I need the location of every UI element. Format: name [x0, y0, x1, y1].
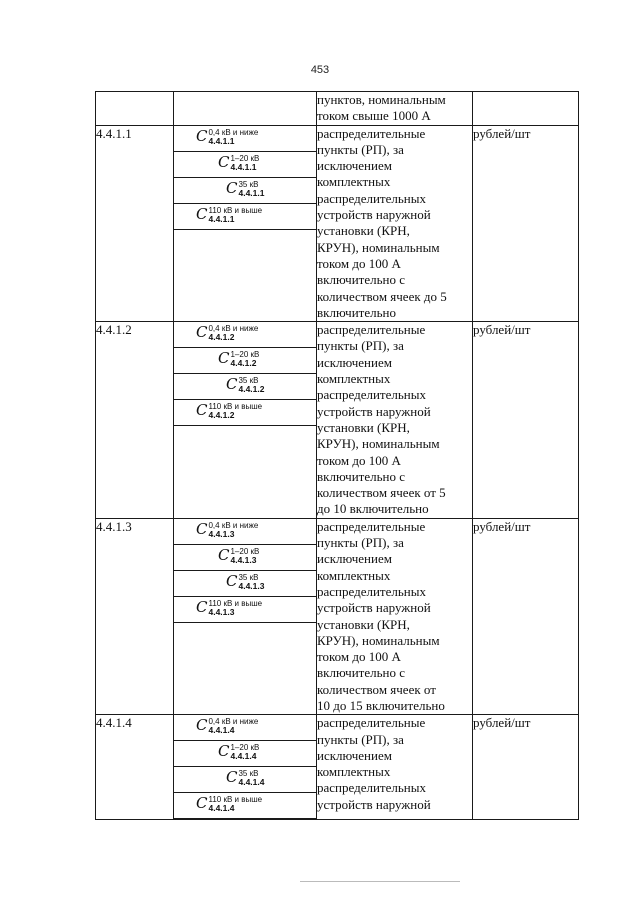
symbol-letter: C	[196, 323, 208, 342]
price-symbol-row	[174, 793, 316, 819]
description-line: комплектных	[317, 567, 391, 583]
code-cell: 4.4.1.2	[96, 322, 174, 519]
price-symbol-row	[174, 322, 316, 348]
price-symbol	[196, 126, 259, 146]
symbol-superscript: 1–20 кВ	[230, 743, 260, 753]
symbol-letter: C	[218, 152, 230, 171]
description-line: распределительных	[317, 780, 426, 796]
price-symbol-row	[174, 152, 316, 178]
price-symbol-row	[174, 741, 316, 767]
symbol-letter: C	[218, 545, 230, 564]
price-symbol-row	[174, 348, 316, 374]
symbol-superscript: 1–20 кВ	[230, 153, 260, 163]
description-line: комплектных	[317, 764, 391, 780]
description-line: устройств наружной	[317, 403, 431, 419]
description-line: включительно	[317, 304, 396, 320]
unit-cell	[473, 92, 579, 126]
description-line: распределительных	[317, 190, 426, 206]
symbol-cell	[174, 518, 317, 715]
symbol-letter: C	[196, 204, 208, 223]
symbol-superscript: 35 кВ	[238, 572, 259, 582]
symbol-cell	[174, 715, 317, 820]
price-symbol	[196, 204, 263, 224]
description-line: установки (КРН,	[317, 616, 410, 632]
symbol-letter: C	[226, 375, 238, 394]
symbol-subscript: 4.4.1.4	[230, 751, 257, 762]
description-line: исключением	[317, 747, 392, 763]
description-line: установки (КРН,	[317, 419, 410, 435]
description-cell	[317, 518, 473, 715]
symbol-subscript: 4.4.1.4	[238, 777, 265, 788]
description-cell	[317, 92, 473, 126]
price-symbol	[226, 377, 264, 394]
description-line: 10 до 15 включительно	[317, 697, 445, 713]
price-symbol-row	[174, 178, 316, 204]
code-cell: 4.4.1.4	[96, 715, 174, 820]
price-symbol-row	[174, 126, 316, 152]
symbol-letter: C	[218, 742, 230, 761]
symbol-subscript: 4.4.1.2	[230, 358, 257, 369]
price-symbol	[196, 796, 262, 813]
table-row	[96, 518, 579, 715]
price-symbol-row	[174, 374, 316, 400]
symbol-subscript: 4.4.1.3	[230, 554, 257, 565]
description-line: пункты (РП), за	[317, 731, 404, 747]
unit-cell: рублей/шт	[473, 125, 579, 322]
description-line: распределительные	[317, 518, 426, 534]
tariff-table	[95, 91, 579, 820]
code-cell	[96, 92, 174, 126]
price-symbol-row	[174, 715, 316, 741]
price-symbol	[196, 718, 258, 735]
description-line: исключением	[317, 158, 392, 174]
symbol-letter: C	[196, 716, 208, 735]
price-symbol-row	[174, 545, 316, 571]
description-cell	[317, 715, 473, 820]
scan-artifact-line	[300, 881, 460, 882]
symbol-letter: C	[196, 401, 208, 420]
description-line: количеством ячеек до 5	[317, 288, 447, 304]
description-line: распределительные	[317, 715, 426, 731]
price-symbol	[196, 325, 258, 342]
price-symbol	[196, 519, 259, 539]
price-symbol-row	[174, 571, 316, 597]
symbol-letter: C	[226, 178, 238, 197]
symbol-cell	[174, 125, 317, 322]
symbol-subscript: 4.4.1.2	[238, 384, 265, 395]
description-line: комплектных	[317, 371, 391, 387]
table-row	[96, 715, 579, 820]
description-line: пункты (РП), за	[317, 535, 404, 551]
description-line: током до 100 А	[317, 452, 401, 468]
description-line: током до 100 А	[317, 255, 401, 271]
description-line: включительно с	[317, 468, 405, 484]
symbol-subscript: 4.4.1.2	[208, 332, 235, 343]
price-symbol	[226, 178, 265, 198]
table-row-continuation	[96, 92, 579, 126]
description-line: исключением	[317, 551, 392, 567]
symbol-subscript: 4.4.1.4	[208, 803, 235, 814]
description-line: током до 100 А	[317, 649, 401, 665]
page-number: 453	[310, 64, 330, 76]
description-line: количеством ячеек от 5	[317, 485, 446, 501]
price-symbol-row	[174, 597, 316, 623]
code-cell: 4.4.1.1	[96, 125, 174, 322]
symbol-subscript: 4.4.1.1	[230, 161, 257, 172]
symbol-subscript: 4.4.1.1	[208, 213, 235, 224]
symbol-superscript: 0,4 кВ и ниже	[208, 717, 259, 727]
symbol-superscript: 110 кВ и выше	[208, 795, 263, 805]
price-symbol	[226, 571, 265, 591]
symbol-subscript: 4.4.1.1	[238, 187, 265, 198]
price-symbol	[218, 351, 259, 368]
symbol-superscript: 35 кВ	[238, 179, 259, 189]
description-cell	[317, 125, 473, 322]
symbol-letter: C	[196, 126, 208, 145]
price-symbol	[218, 152, 260, 172]
symbol-superscript: 35 кВ	[238, 376, 259, 386]
symbol-superscript: 0,4 кВ и ниже	[208, 520, 259, 530]
price-symbol-row	[174, 519, 316, 545]
description-line: КРУН), номинальным	[317, 436, 440, 452]
price-symbol-row	[174, 767, 316, 793]
symbol-cell	[174, 92, 317, 126]
description-line: КРУН), номинальным	[317, 632, 440, 648]
code-cell: 4.4.1.3	[96, 518, 174, 715]
price-symbol	[218, 744, 259, 761]
price-symbol	[196, 403, 262, 420]
symbol-superscript: 1–20 кВ	[230, 546, 260, 556]
price-symbol	[196, 597, 263, 617]
description-line: включительно с	[317, 665, 405, 681]
description-cell	[317, 322, 473, 519]
description-line: пунктов, номинальным	[317, 92, 446, 107]
description-line: до 10 включительно	[317, 501, 429, 517]
description-line: током свыше 1000 А	[317, 108, 431, 124]
symbol-subscript: 4.4.1.3	[208, 528, 235, 539]
table-row	[96, 125, 579, 322]
price-symbol-row	[174, 400, 316, 426]
symbol-subscript: 4.4.1.3	[238, 580, 265, 591]
description-line: распределительные	[317, 125, 426, 141]
description-line: пункты (РП), за	[317, 338, 404, 354]
symbol-subscript: 4.4.1.3	[208, 606, 235, 617]
description-line: распределительных	[317, 387, 426, 403]
symbol-letter: C	[196, 597, 208, 616]
description-line: количеством ячеек от	[317, 681, 436, 697]
description-line: устройств наружной	[317, 796, 431, 812]
price-symbol	[218, 545, 260, 565]
price-symbol	[226, 770, 264, 787]
table-row	[96, 322, 579, 519]
description-line: КРУН), номинальным	[317, 239, 440, 255]
symbol-letter: C	[226, 571, 238, 590]
description-line: установки (КРН,	[317, 223, 410, 239]
unit-cell: рублей/шт	[473, 715, 579, 820]
symbol-superscript: 110 кВ и выше	[208, 402, 263, 412]
description-line: распределительных	[317, 583, 426, 599]
symbol-superscript: 35 кВ	[238, 769, 259, 779]
description-line: включительно с	[317, 272, 405, 288]
symbol-subscript: 4.4.1.2	[208, 410, 235, 421]
symbol-superscript: 0,4 кВ и ниже	[208, 127, 259, 137]
description-line: пункты (РП), за	[317, 141, 404, 157]
symbol-letter: C	[226, 768, 238, 787]
symbol-letter: C	[196, 519, 208, 538]
description-line: комплектных	[317, 174, 391, 190]
symbol-superscript: 110 кВ и выше	[208, 205, 263, 215]
symbol-subscript: 4.4.1.1	[208, 135, 235, 146]
description-line: устройств наружной	[317, 207, 431, 223]
description-line: исключением	[317, 354, 392, 370]
description-line: распределительные	[317, 322, 426, 338]
unit-cell: рублей/шт	[473, 322, 579, 519]
symbol-superscript: 1–20 кВ	[230, 350, 260, 360]
description-line: устройств наружной	[317, 600, 431, 616]
symbol-letter: C	[196, 794, 208, 813]
price-symbol-row	[174, 204, 316, 230]
symbol-superscript: 110 кВ и выше	[208, 598, 263, 608]
symbol-superscript: 0,4 кВ и ниже	[208, 324, 259, 334]
symbol-letter: C	[218, 349, 230, 368]
symbol-cell	[174, 322, 317, 519]
unit-cell: рублей/шт	[473, 518, 579, 715]
symbol-subscript: 4.4.1.4	[208, 725, 235, 736]
